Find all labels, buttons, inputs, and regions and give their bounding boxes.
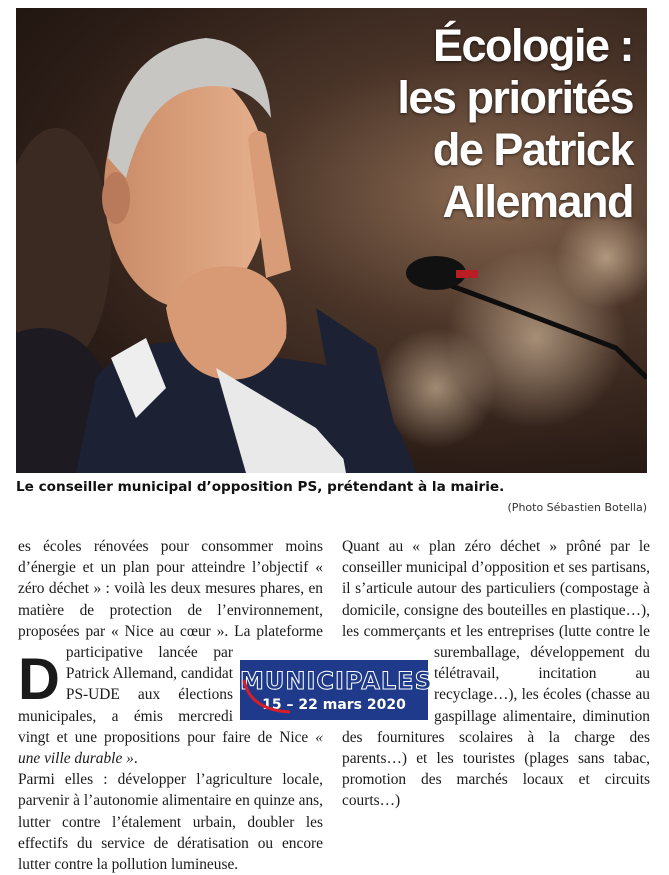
photo-credit: (Photo Sébastien Botella) [507,501,647,514]
badge-dates: 15 – 22 mars 2020 [262,697,406,713]
headline-line-2: les priorités [397,72,633,123]
photo-caption: Le conseiller municipal d’opposition PS, prétendant à la mairie. [16,479,505,495]
badge-swoosh [240,660,433,720]
paragraph-1-text: es écoles rénovées pour consommer moins d’énergie et un plan pour atteindre l’objectif « zéro déchet » : voilà les deux mesures phares, en matière de protection de l’environnement, proposées par « Nice au cœur ». La plateforme participative lancée par Patrick Allemand, candidat PS-UDE aux élections municipales, a émis mercredi vingt et une propositions pour faire de Nice [18,538,323,746]
headline-line-1: Écologie : [432,20,633,71]
article-paragraph-3: Quant au « plan zéro déchet » prôné par le conseiller municipal d’opposition et ses partisans, il s’articule autour des particuliers (compostage à domicile, consigne des bouteilles en plastique…), les commerçants et les entreprises (lutte contre le suremballage, développement du télétravail, incitation au recyclage…), les écoles (chasse au gaspillage alimentaire, diminution des fournitures scolaires à la charge des parents…) et les touristes (plages sans tabac, promotion des marchés locaux et circuits courts…) [342,538,650,810]
article-paragraph-2: Parmi elles : développer l’agriculture locale, parvenir à l’autonomie alimentaire en quinze ans, lutter contre l’étalement urbain, doubler les effectifs du service de dératisation ou encore lutter contre la pollution lumineuse. [18,771,323,874]
paragraph-1-end: . [133,750,138,768]
badge-title: MUNICIPALES [240,667,433,695]
paragraph-1-quote: « une ville durable » [18,728,323,768]
article-photo [16,8,647,473]
drop-cap: D [18,647,60,712]
headline-line-4: Allemand [442,176,633,227]
article-headline [397,20,633,228]
headline-line-3: de Patrick [432,124,633,175]
municipales-badge [240,660,433,720]
